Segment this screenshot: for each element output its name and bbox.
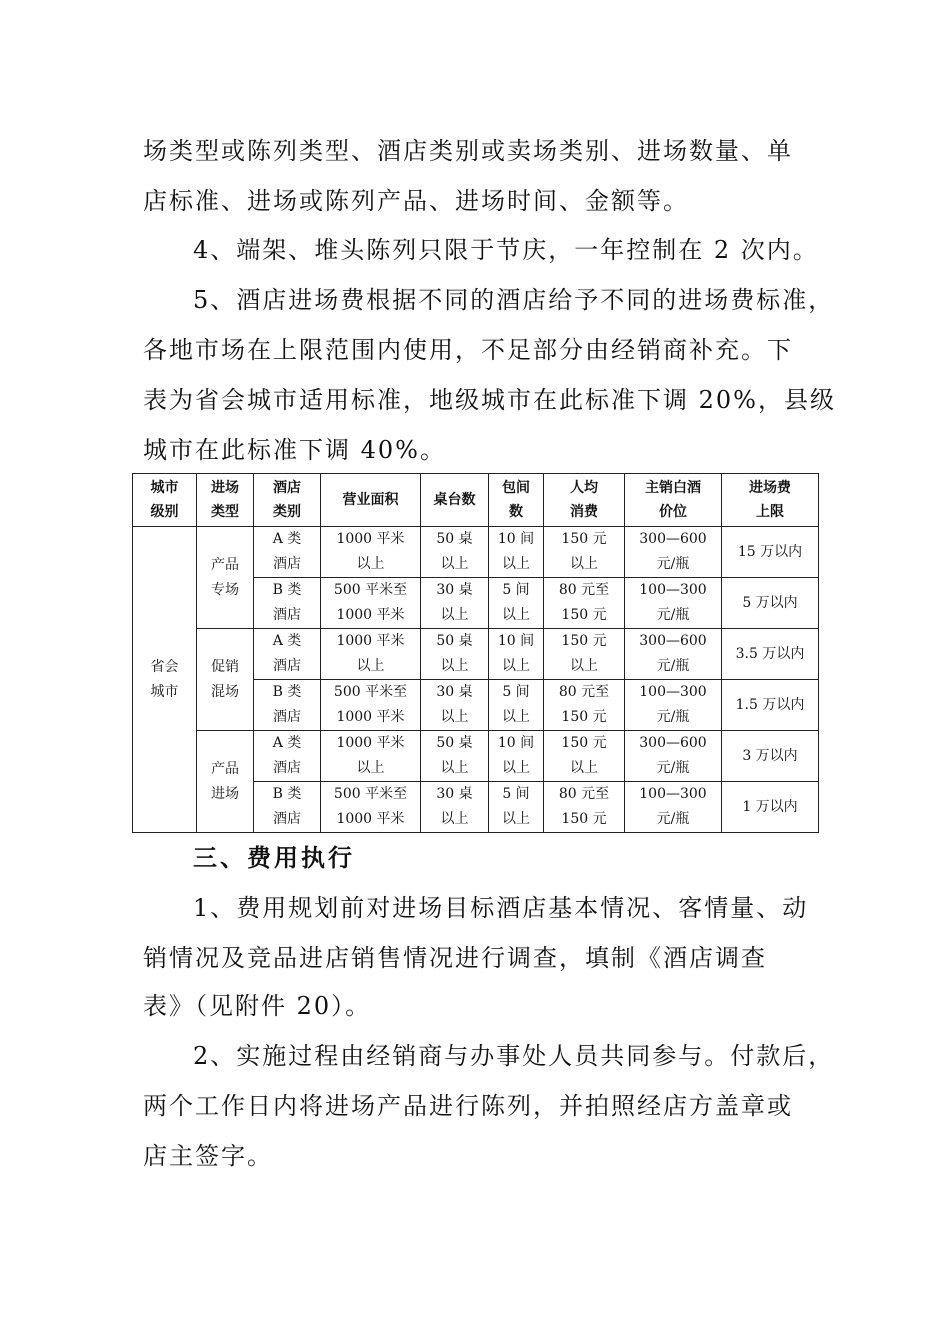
fee-cap-cell: 1 万以内: [722, 782, 819, 833]
spend-cell: 150 元 以上: [544, 731, 625, 782]
fee-cap-cell: 5 万以内: [722, 578, 819, 629]
rooms-cell: 10 间 以上: [489, 731, 544, 782]
paragraph-line: 销情况及竞品进店销售情况进行调查，填制《酒店调查: [143, 944, 767, 972]
area-cell: 1000 平米 以上: [321, 629, 421, 680]
hotel-class-cell: B 类 酒店: [254, 680, 321, 731]
paragraph-line: 城市在此标准下调 40%。: [143, 436, 446, 464]
table-header-row: [133, 474, 819, 527]
rooms-cell: 5 间 以上: [489, 680, 544, 731]
entry-type-cell: 产品 进场: [197, 731, 254, 833]
paragraph-line: 表》（见附件 20）。: [143, 992, 372, 1020]
tables-cell: 30 桌 以上: [421, 578, 489, 629]
header-business-area: 营业面积: [321, 474, 421, 527]
tables-cell: 30 桌 以上: [421, 782, 489, 833]
spend-cell: 80 元至 150 元: [544, 680, 625, 731]
tables-cell: 50 桌 以上: [421, 527, 489, 578]
header-fee-cap: 进场费 上限: [722, 474, 819, 527]
spend-cell: 150 元 以上: [544, 527, 625, 578]
city-level-cell: 省会 城市: [133, 527, 197, 833]
entry-type-cell: 产品 专场: [197, 527, 254, 629]
price-cell: 300—600 元/瓶: [625, 629, 722, 680]
area-cell: 1000 平米 以上: [321, 527, 421, 578]
rooms-cell: 5 间 以上: [489, 782, 544, 833]
paragraph-line: 店主签字。: [143, 1142, 273, 1170]
header-avg-spend: 人均 消费: [544, 474, 625, 527]
price-cell: 300—600 元/瓶: [625, 527, 722, 578]
paragraph-line: 场类型或陈列类型、酒店类别或卖场类别、进场数量、单: [143, 137, 793, 165]
hotel-class-cell: B 类 酒店: [254, 782, 321, 833]
tables-cell: 50 桌 以上: [421, 731, 489, 782]
rooms-cell: 5 间 以上: [489, 578, 544, 629]
table-row: [133, 629, 819, 680]
price-cell: 100—300 元/瓶: [625, 782, 722, 833]
area-cell: 1000 平米 以上: [321, 731, 421, 782]
hotel-class-cell: B 类 酒店: [254, 578, 321, 629]
price-cell: 100—300 元/瓶: [625, 680, 722, 731]
header-hotel-class: 酒店 类别: [254, 474, 321, 527]
paragraph-line: 1、费用规划前对进场目标酒店基本情况、客情量、动: [193, 894, 809, 922]
price-cell: 100—300 元/瓶: [625, 578, 722, 629]
paragraph-line: 5、酒店进场费根据不同的酒店给予不同的进场费标准，: [193, 286, 835, 314]
paragraph-line: 2、实施过程由经销商与办事处人员共同参与。付款后，: [193, 1042, 835, 1070]
tables-cell: 50 桌 以上: [421, 629, 489, 680]
paragraph-line: 两个工作日内将进场产品进行陈列，并拍照经店方盖章或: [143, 1092, 793, 1120]
area-cell: 500 平米至 1000 平米: [321, 680, 421, 731]
header-private-rooms: 包间 数: [489, 474, 544, 527]
header-entry-type: 进场 类型: [197, 474, 254, 527]
entry-type-cell: 促销 混场: [197, 629, 254, 731]
hotel-class-cell: A 类 酒店: [254, 731, 321, 782]
paragraph-line: 各地市场在上限范围内使用，不足部分由经销商补充。下: [143, 336, 793, 364]
paragraph-line: 店标准、进场或陈列产品、进场时间、金额等。: [143, 187, 689, 215]
fee-cap-cell: 3 万以内: [722, 731, 819, 782]
spend-cell: 80 元至 150 元: [544, 782, 625, 833]
hotel-class-cell: A 类 酒店: [254, 629, 321, 680]
fee-cap-cell: 15 万以内: [722, 527, 819, 578]
table-row: [133, 731, 819, 782]
rooms-cell: 10 间 以上: [489, 527, 544, 578]
tables-cell: 30 桌 以上: [421, 680, 489, 731]
area-cell: 500 平米至 1000 平米: [321, 782, 421, 833]
entry-fee-table: [132, 473, 819, 833]
header-table-count: 桌台数: [421, 474, 489, 527]
section-heading: 三、费用执行: [193, 844, 355, 872]
hotel-class-cell: A 类 酒店: [254, 527, 321, 578]
spend-cell: 80 元至 150 元: [544, 578, 625, 629]
fee-cap-cell: 1.5 万以内: [722, 680, 819, 731]
price-cell: 300—600 元/瓶: [625, 731, 722, 782]
table-row: [133, 527, 819, 578]
header-city-level: 城市 级别: [133, 474, 197, 527]
header-liquor-price: 主销白酒 价位: [625, 474, 722, 527]
paragraph-line: 4、端架、堆头陈列只限于节庆，一年控制在 2 次内。: [193, 236, 819, 264]
rooms-cell: 10 间 以上: [489, 629, 544, 680]
paragraph-line: 表为省会城市适用标准，地级城市在此标准下调 20%，县级: [143, 386, 836, 414]
spend-cell: 150 元 以上: [544, 629, 625, 680]
fee-cap-cell: 3.5 万以内: [722, 629, 819, 680]
area-cell: 500 平米至 1000 平米: [321, 578, 421, 629]
